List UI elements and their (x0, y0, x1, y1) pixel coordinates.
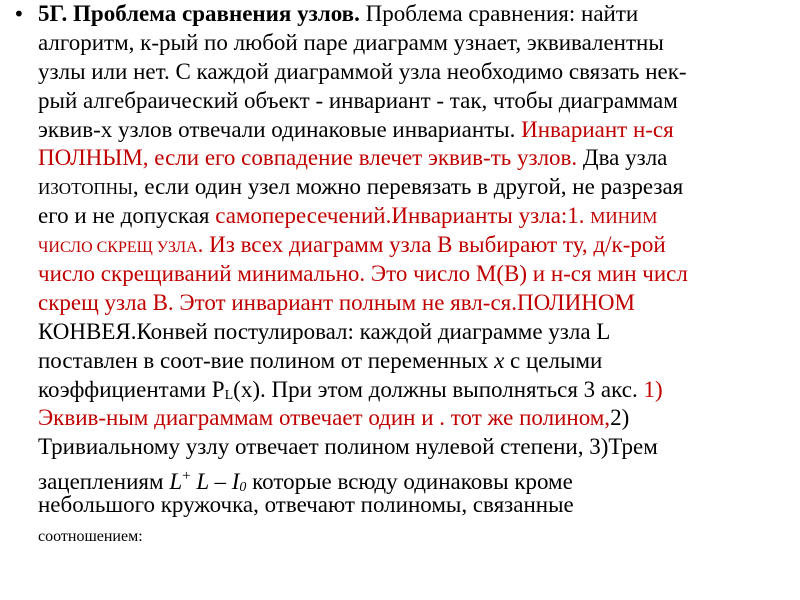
text-line (38, 347, 800, 376)
text-line (38, 29, 800, 58)
text-line (38, 433, 800, 462)
highlighted-text: самопересечений.Инварианты узла:1. (215, 203, 591, 229)
text-segment: поставлен в соот-вие полином от переменных (38, 347, 495, 373)
highlighted-text: ПОЛНЫМ, если его совпадение влечет эквив-ть узлов. (38, 145, 578, 171)
text-segment: 2) (610, 405, 630, 431)
text-segment: Два узла (577, 145, 668, 171)
text-line (38, 462, 800, 496)
text-segment: которые всюду одинаковы кроме (246, 469, 573, 495)
text-line (38, 231, 800, 260)
bullet-point: • (13, 2, 25, 26)
text-segment: узлы или нет. С каждой диаграммой узла необходимо связать нек- (38, 58, 687, 84)
text-segment: Проблема сравнения: найти (359, 1, 639, 26)
text-segment: соотношением: (38, 528, 143, 546)
text-line (38, 87, 800, 116)
text-segment: L (169, 469, 183, 495)
highlighted-text: ЧИСЛО СКРЕЩ УЗЛА (38, 239, 198, 257)
highlighted-text: 1) (643, 376, 663, 402)
text-segment: с целыми (504, 347, 603, 373)
highlighted-text: Инвариант н-ся (521, 116, 674, 142)
text-segment: 5Г. Проблема сравнения узлов. (38, 1, 360, 26)
text-segment: x (494, 347, 505, 373)
text-line (38, 144, 800, 173)
text-line (38, 289, 800, 318)
text-segment: , если один узел можно перевязать в другой, не разрезая (132, 174, 684, 200)
highlighted-text: число скрещиваний минимально. Это число М(В) и н-ся мин числ (38, 261, 688, 287)
highlighted-text: скрещ узла В. Этот инвариант полным не явл-ся.ПОЛИНОМ (38, 289, 635, 315)
text-line (38, 202, 800, 231)
text-segment: Тривиальному узлу отвечает полином нулевой степени, 3)Трем (38, 434, 658, 460)
text-segment: L – I (196, 469, 240, 495)
text-segment: небольшого кружочка, отвечают полиномы, связанные (38, 492, 574, 518)
text-line (38, 318, 800, 347)
text-segment: 0 (239, 480, 247, 496)
text-segment: ИЗОТОПНЫ (38, 179, 133, 199)
text-line (38, 404, 800, 433)
text-segment: рый алгебраический объект - инвариант - так, чтобы диаграммам (38, 87, 678, 113)
text-line (38, 173, 800, 202)
text-segment: L (224, 387, 234, 403)
text-line (38, 520, 800, 549)
text-line (38, 58, 800, 87)
text-line (38, 376, 800, 405)
text-line (38, 116, 800, 145)
text-segment: его и не допуская (38, 203, 216, 229)
text-line (38, 491, 800, 520)
highlighted-text: МИНИМ (590, 208, 658, 228)
text-segment: КОНВЕЯ.Конвей постулировал: каждой диаграмме узла L (38, 318, 611, 344)
text-segment: (x). При этом должны выполняться 3 акс. (233, 376, 644, 402)
text-segment: эквив-х узлов отвечали одинаковые инварианты. (38, 116, 522, 142)
highlighted-text: . Из всех диаграмм узла В выбирают ту, д/к-рой (197, 232, 666, 258)
text-line (38, 0, 800, 29)
text-line (38, 260, 800, 289)
text-segment: алгоритм, к-рый по любой паре диаграмм узнает, эквивалентны (38, 29, 664, 55)
text-segment: коэффициентами P (38, 376, 225, 402)
slide-body-text (38, 0, 800, 549)
text-segment: + (182, 468, 191, 485)
highlighted-text: Эквив-ным диаграммам отвечает один и . тот же полином, (38, 405, 611, 431)
text-segment: зацеплениям (38, 469, 170, 495)
